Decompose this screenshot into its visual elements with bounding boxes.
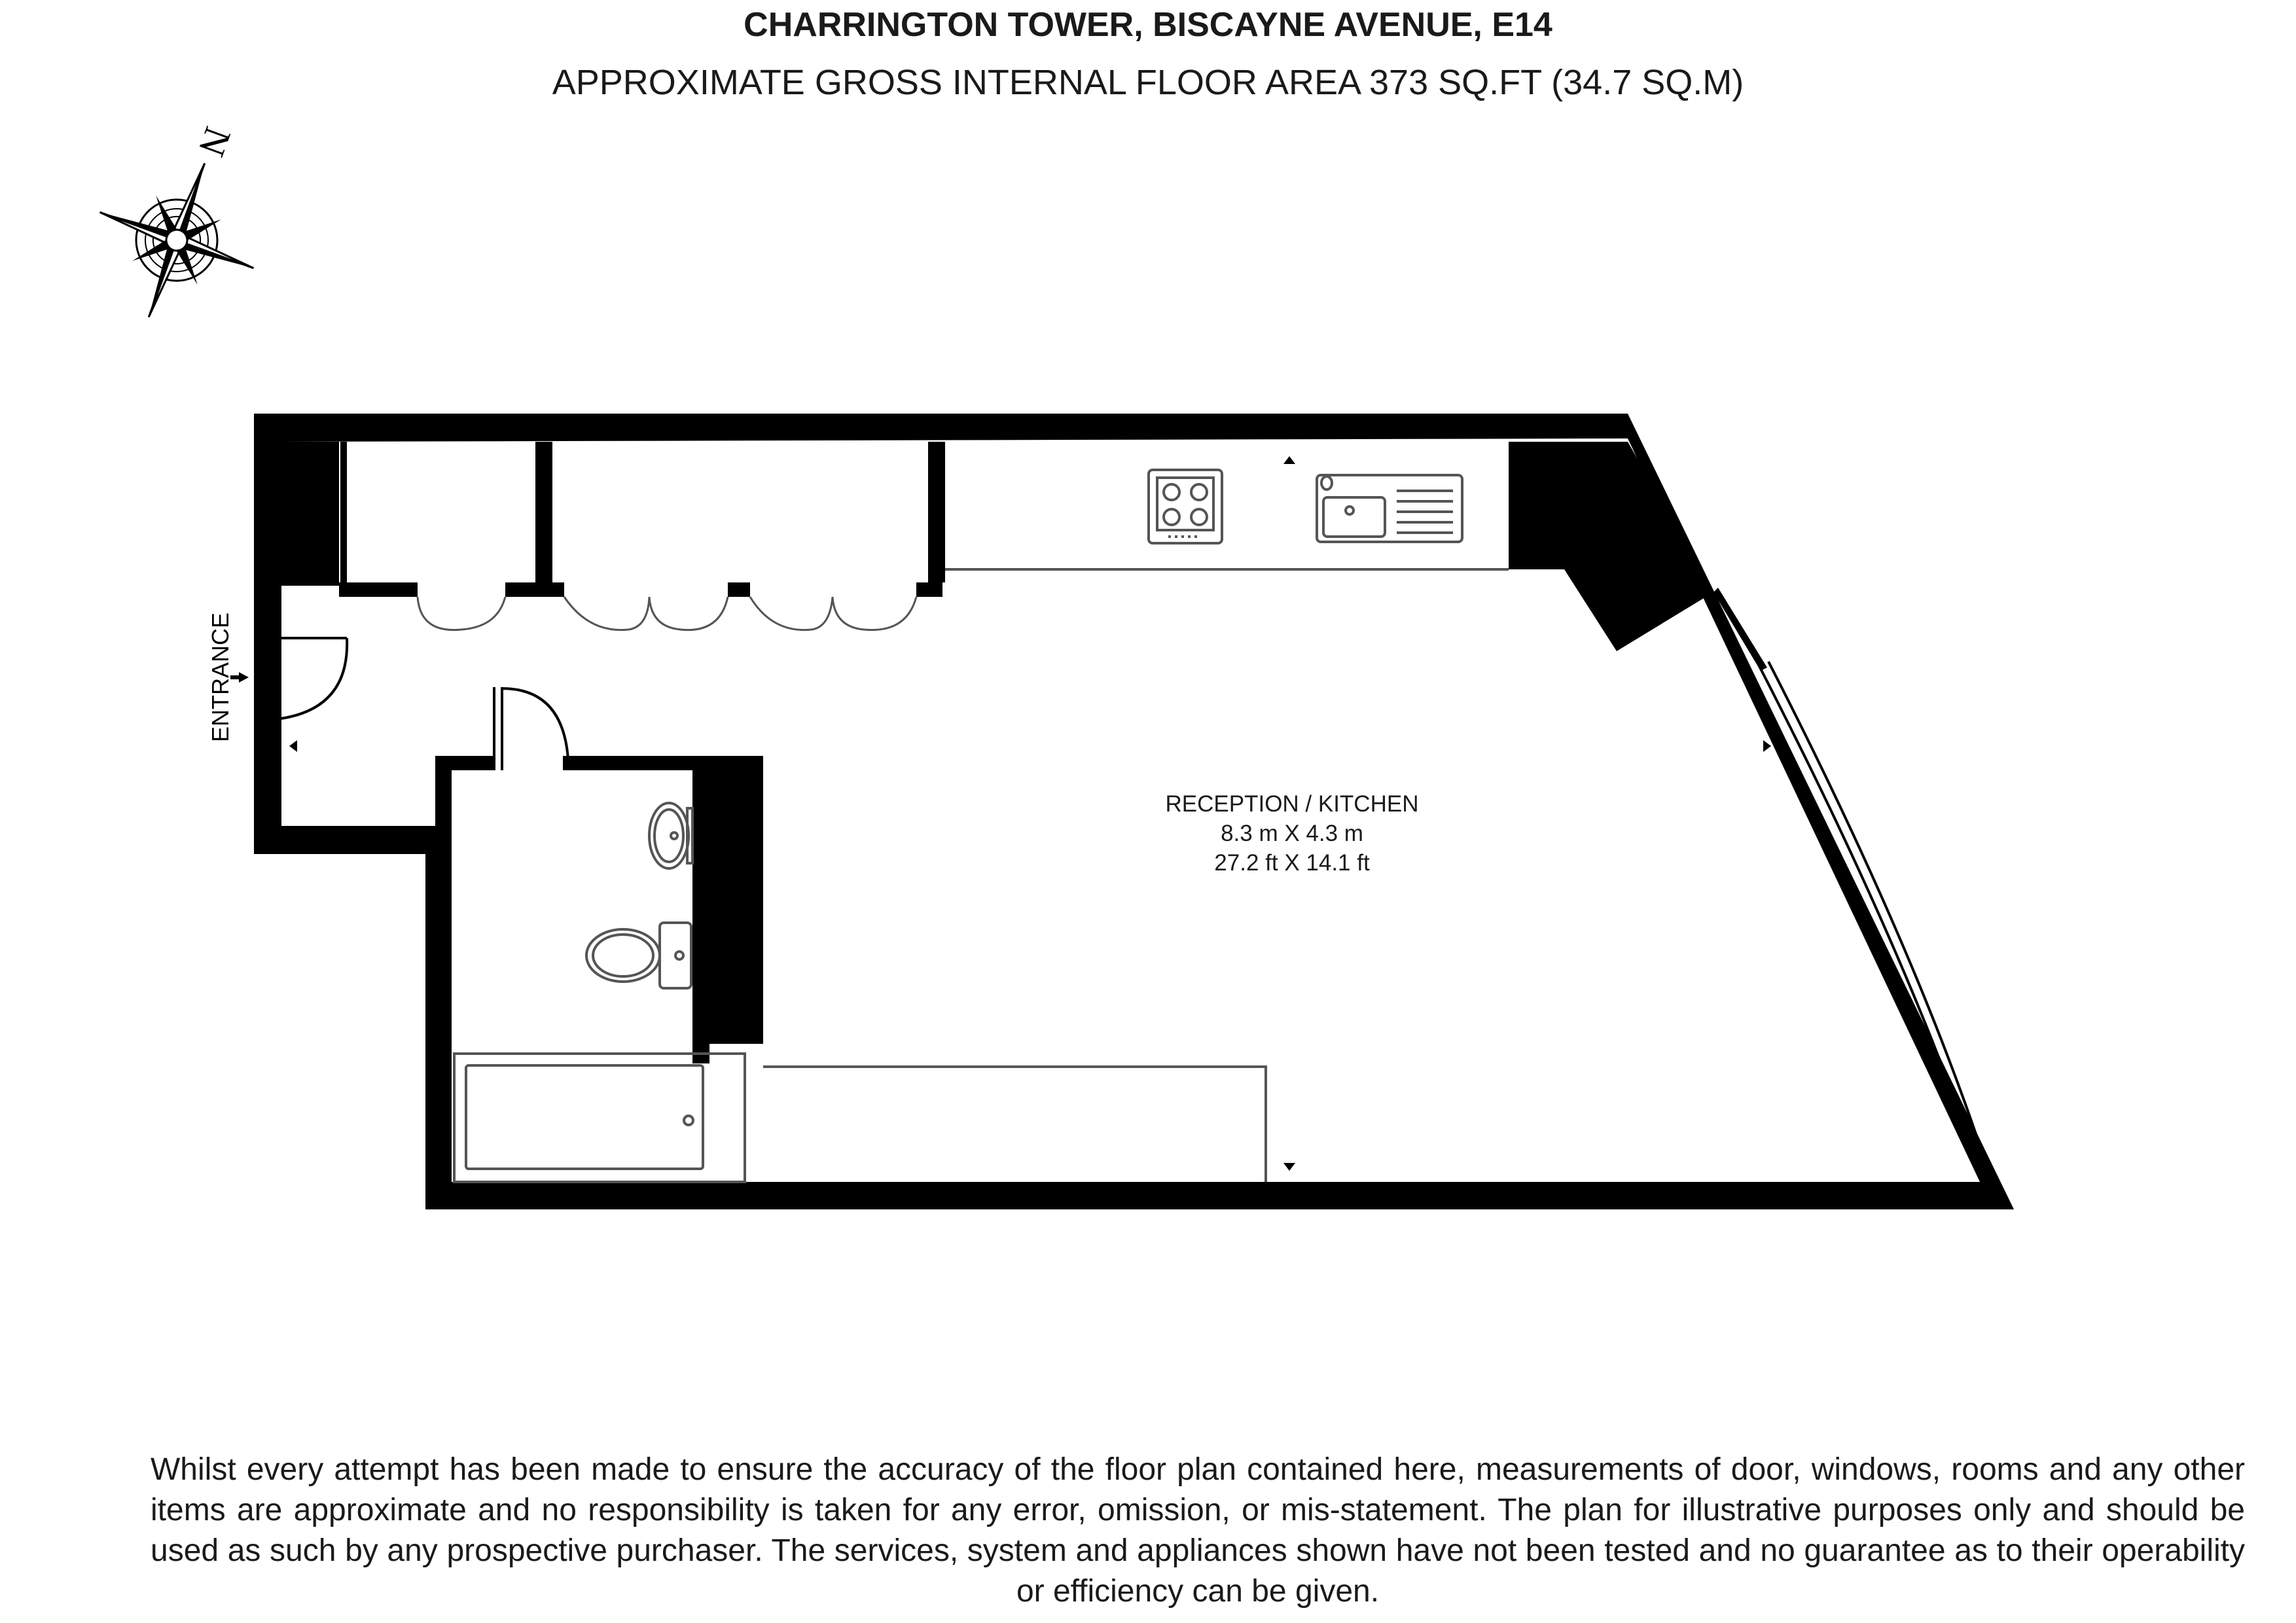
wardrobe-doors <box>418 597 916 630</box>
hob-icon <box>1149 470 1222 543</box>
north-label: N <box>190 121 240 162</box>
plan-title: CHARRINGTON TOWER, BISCAYNE AVENUE, E14 <box>744 6 1552 44</box>
basin-icon <box>649 803 692 868</box>
room-name: RECEPTION / KITCHEN <box>1165 791 1419 817</box>
entrance-label: ENTRANCE <box>207 612 234 743</box>
storage-unit <box>763 1067 1266 1182</box>
compass-rose-icon <box>72 122 281 345</box>
room-size-imperial: 27.2 ft X 14.1 ft <box>1214 850 1370 876</box>
disclaimer: Whilst every attempt has been made to ensure the accuracy of the floor plan contained here, measurements of door, windows, rooms and any other items are approximate and no responsibility is taken for any error, omission, or mis-statement. The plan for illustrative purposes only and should be used as such by any prospective purchaser. The services, system and appliances shown have not been tested and no guarantee as to their operability or efficiency can be given. <box>151 1452 2245 1609</box>
room-label-reception-kitchen <box>1166 791 1419 876</box>
walls <box>254 414 2014 1209</box>
bathroom-door[interactable] <box>494 687 568 770</box>
bath-icon <box>454 1054 745 1182</box>
toilet-icon <box>586 923 691 988</box>
floor-area-subtitle: APPROXIMATE GROSS INTERNAL FLOOR AREA 373 SQ.FT (34.7 SQ.M) <box>552 63 1744 102</box>
sink-icon <box>1317 475 1462 542</box>
room-size-metric: 8.3 m X 4.3 m <box>1221 821 1363 846</box>
